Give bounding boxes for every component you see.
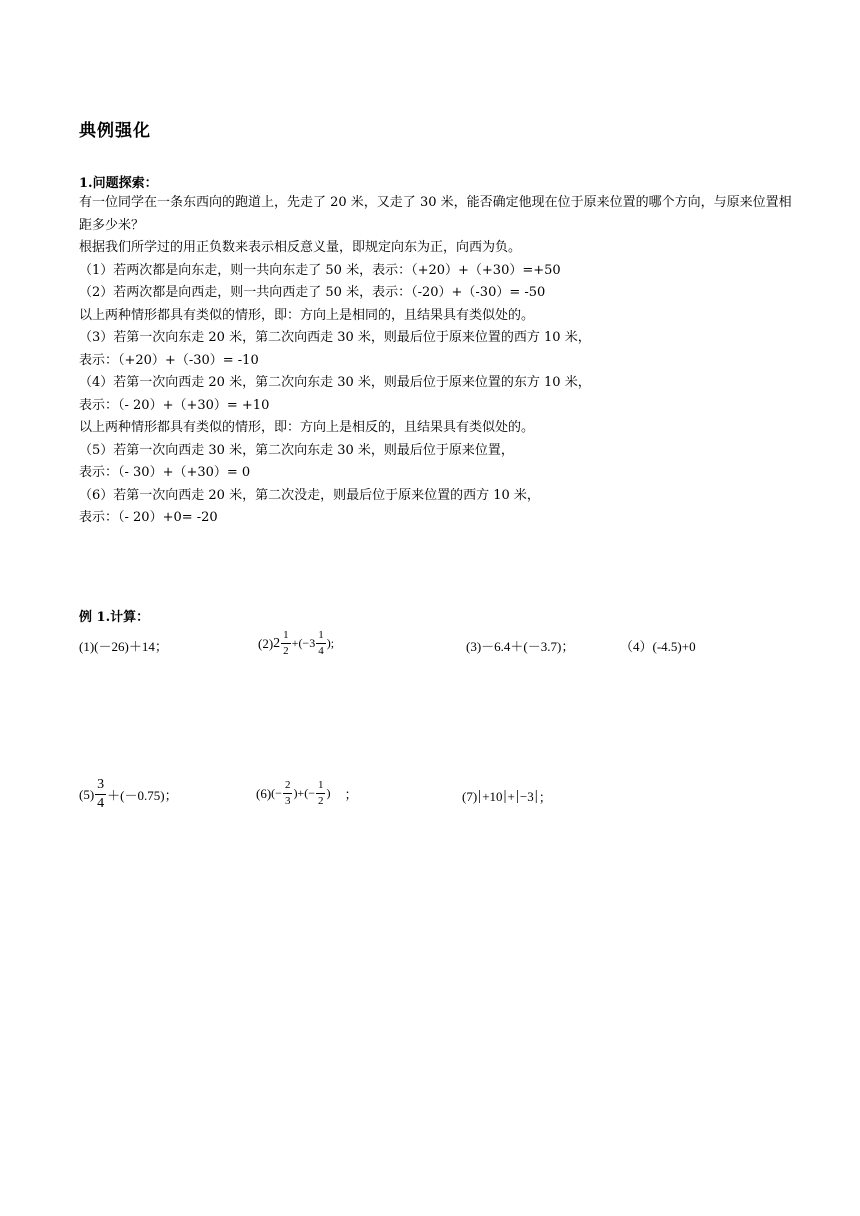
operator-text: )+(− bbox=[293, 786, 315, 800]
problem-7 bbox=[462, 787, 552, 806]
denominator: 2 bbox=[317, 795, 324, 807]
paragraph: 表示：（- 20）+0= -20 bbox=[79, 510, 218, 525]
problem-label: (6) bbox=[256, 785, 272, 801]
problem-3 bbox=[466, 636, 574, 655]
paragraph: （2）若两次都是向西走，则一共向西走了 50 米，表示：（-20）+（-30）= -50 bbox=[79, 285, 546, 300]
problem-2 bbox=[258, 630, 334, 657]
fraction bbox=[95, 778, 106, 811]
absolute-bar: | bbox=[503, 788, 507, 804]
operator-text: +(−3 bbox=[291, 636, 316, 650]
problem-5 bbox=[79, 778, 178, 811]
problem-1 bbox=[79, 636, 168, 655]
fraction-bar bbox=[95, 794, 106, 795]
absolute-bar: | bbox=[478, 788, 482, 804]
page-title: 典例强化 bbox=[79, 121, 151, 141]
operator-text: + bbox=[507, 788, 515, 804]
paragraph: 以上两种情形都具有类似的情形，即：方向上是相反的，且结果具有类似处的。 bbox=[79, 420, 535, 435]
paragraph: （4）若第一次向西走 20 米，第二次向东走 30 米，则最后位于原来位置的东方 10 米， bbox=[79, 375, 591, 390]
paragraph: （6）若第一次向西走 20 米，第二次没走，则最后位于原来位置的西方 10 米， bbox=[79, 487, 540, 503]
denominator: 4 bbox=[97, 796, 105, 811]
example-heading: 例 1.计算： bbox=[79, 610, 150, 625]
denominator: 2 bbox=[283, 645, 289, 657]
problem-label: (2) bbox=[258, 635, 274, 651]
abs-value: −3 bbox=[519, 788, 534, 804]
paragraph: 表示：（+20）+（-30）= -10 bbox=[79, 352, 259, 368]
fraction-bar bbox=[316, 793, 326, 794]
section-heading: 1.问题探索： bbox=[79, 176, 158, 191]
problem-label: (7) bbox=[462, 788, 478, 804]
mixed-whole: 2 bbox=[273, 635, 281, 651]
paragraph: 以上两种情形都具有类似的情形，即：方向上是相同的，且结果具有类似处的。 bbox=[79, 307, 535, 323]
problem-1-text: (1)(－26)＋14； bbox=[79, 639, 168, 654]
problem-4-text: （4）(-4.5)+0 bbox=[620, 639, 696, 654]
section-body bbox=[79, 192, 799, 530]
denominator: 3 bbox=[284, 795, 291, 807]
problem-label: (5) bbox=[79, 786, 95, 802]
fraction bbox=[316, 630, 326, 657]
numerator: 1 bbox=[317, 779, 324, 791]
numerator: 1 bbox=[318, 629, 324, 641]
absolute-bar: | bbox=[515, 788, 519, 804]
abs-value: +10 bbox=[482, 788, 503, 804]
closing-text: ； bbox=[538, 790, 552, 805]
closing-text: ＋(－0.75)； bbox=[107, 788, 178, 803]
problem-3-text: (3)－6.4＋(－3.7)； bbox=[466, 639, 575, 654]
fraction-bar bbox=[283, 793, 293, 794]
denominator: 4 bbox=[318, 645, 324, 657]
closing-text: ； bbox=[344, 787, 358, 802]
paragraph: 表示：（- 30）+（+30）= 0 bbox=[79, 465, 251, 480]
paragraph: （1）若两次都是向东走，则一共向东走了 50 米，表示：（+20）+（+30）=+50 bbox=[79, 262, 561, 278]
closing-text: ); bbox=[326, 636, 335, 650]
paragraph: 表示：（- 20）+（+30）= +10 bbox=[79, 397, 270, 413]
numerator: 3 bbox=[97, 777, 105, 792]
operator-text: ) bbox=[326, 786, 331, 800]
paragraph: 有一位同学在一条东西向的跑道上，先走了 20 米，又走了 30 米，能否确定他现在位于原来位置的哪个方向，与原来位置相距多少米？ bbox=[79, 195, 792, 233]
paragraph: 根据我们所学过的用正负数来表示相反意义量，即规定向东为正，向西为负。 bbox=[79, 240, 522, 255]
paragraph: （5）若第一次向西走 30 米，第二次向东走 30 米，则最后位于原来位置， bbox=[79, 442, 514, 458]
fraction bbox=[281, 630, 291, 657]
numerator: 1 bbox=[283, 629, 289, 641]
fraction-bar bbox=[281, 643, 291, 644]
problem-4 bbox=[620, 636, 696, 655]
numerator: 2 bbox=[284, 779, 291, 791]
fraction bbox=[283, 780, 293, 807]
absolute-bar: | bbox=[534, 788, 538, 804]
operator-text: (− bbox=[271, 786, 282, 800]
fraction-bar bbox=[316, 643, 326, 644]
problem-6 bbox=[256, 780, 357, 807]
paragraph: （3）若第一次向东走 20 米，第二次向西走 30 米，则最后位于原来位置的西方 10 米， bbox=[79, 330, 591, 345]
fraction bbox=[316, 780, 326, 807]
